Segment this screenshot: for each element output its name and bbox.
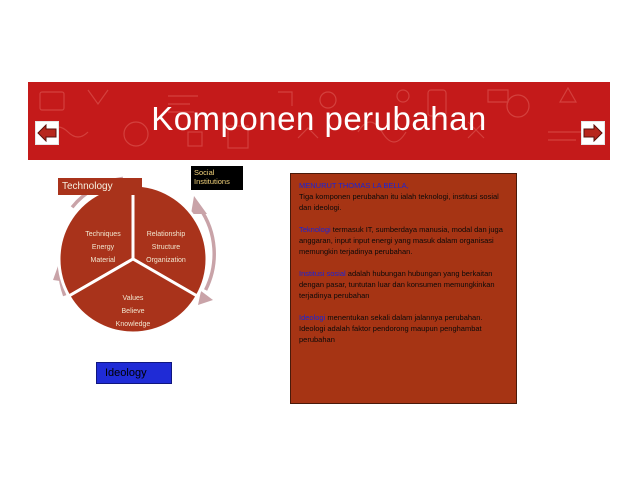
ideologi-desc: menentukan sekali dalam jalannya perubahan. Ideologi adalah faktor pendorong maupun penghambat perubahan <box>299 313 483 344</box>
ring-arrowhead-right <box>191 196 207 214</box>
ideologi-paragraph <box>299 312 508 345</box>
technology-label: Technology <box>58 178 142 195</box>
institusi-term: Institusi sosial <box>299 269 346 278</box>
institusi-desc: adalah hubungan hubungan yang berkaitan dengan pasar, tuntutan luar dan konsumen memungkinkan terjadinya perubahan <box>299 269 495 300</box>
segment-technology-text <box>75 228 131 267</box>
intro-paragraph <box>299 180 508 213</box>
segment-line: Values <box>122 295 144 302</box>
segment-line: Believe <box>121 308 145 315</box>
segment-line: Relationship <box>146 231 186 238</box>
ideologi-term: Ideologi <box>299 313 326 322</box>
teknologi-desc: termasuk IT, sumberdaya manusia, modal dan juga anggaran, input input energi yang masuk dalam organisasi memungkin terjadinya perubahan. <box>299 225 503 256</box>
ideology-label: Ideology <box>96 362 172 384</box>
segment-line: Techniques <box>85 231 121 238</box>
intro-text: Tiga komponen perubahan itu ialah teknologi, institusi sosial dan ideologi. <box>299 192 499 212</box>
teknologi-term: Teknologi <box>299 225 331 234</box>
intro-heading: MENURUT THOMAS LA BELLA, <box>299 181 409 190</box>
segment-social-text <box>136 228 196 267</box>
segment-line: Structure <box>151 244 181 251</box>
social-label-line2: Institutions <box>194 177 230 186</box>
segment-ideology-text <box>105 292 161 331</box>
content-textbox <box>290 173 517 404</box>
segment-line: Energy <box>91 244 115 251</box>
segment-line: Material <box>90 257 116 264</box>
social-label-line1: Social <box>194 168 215 177</box>
segment-line: Knowledge <box>115 321 151 328</box>
social-institutions-label <box>191 166 243 190</box>
teknologi-paragraph <box>299 224 508 257</box>
segment-line: Organization <box>146 257 186 264</box>
page-title: Komponen perubahan <box>151 100 487 137</box>
institusi-paragraph <box>299 268 508 301</box>
